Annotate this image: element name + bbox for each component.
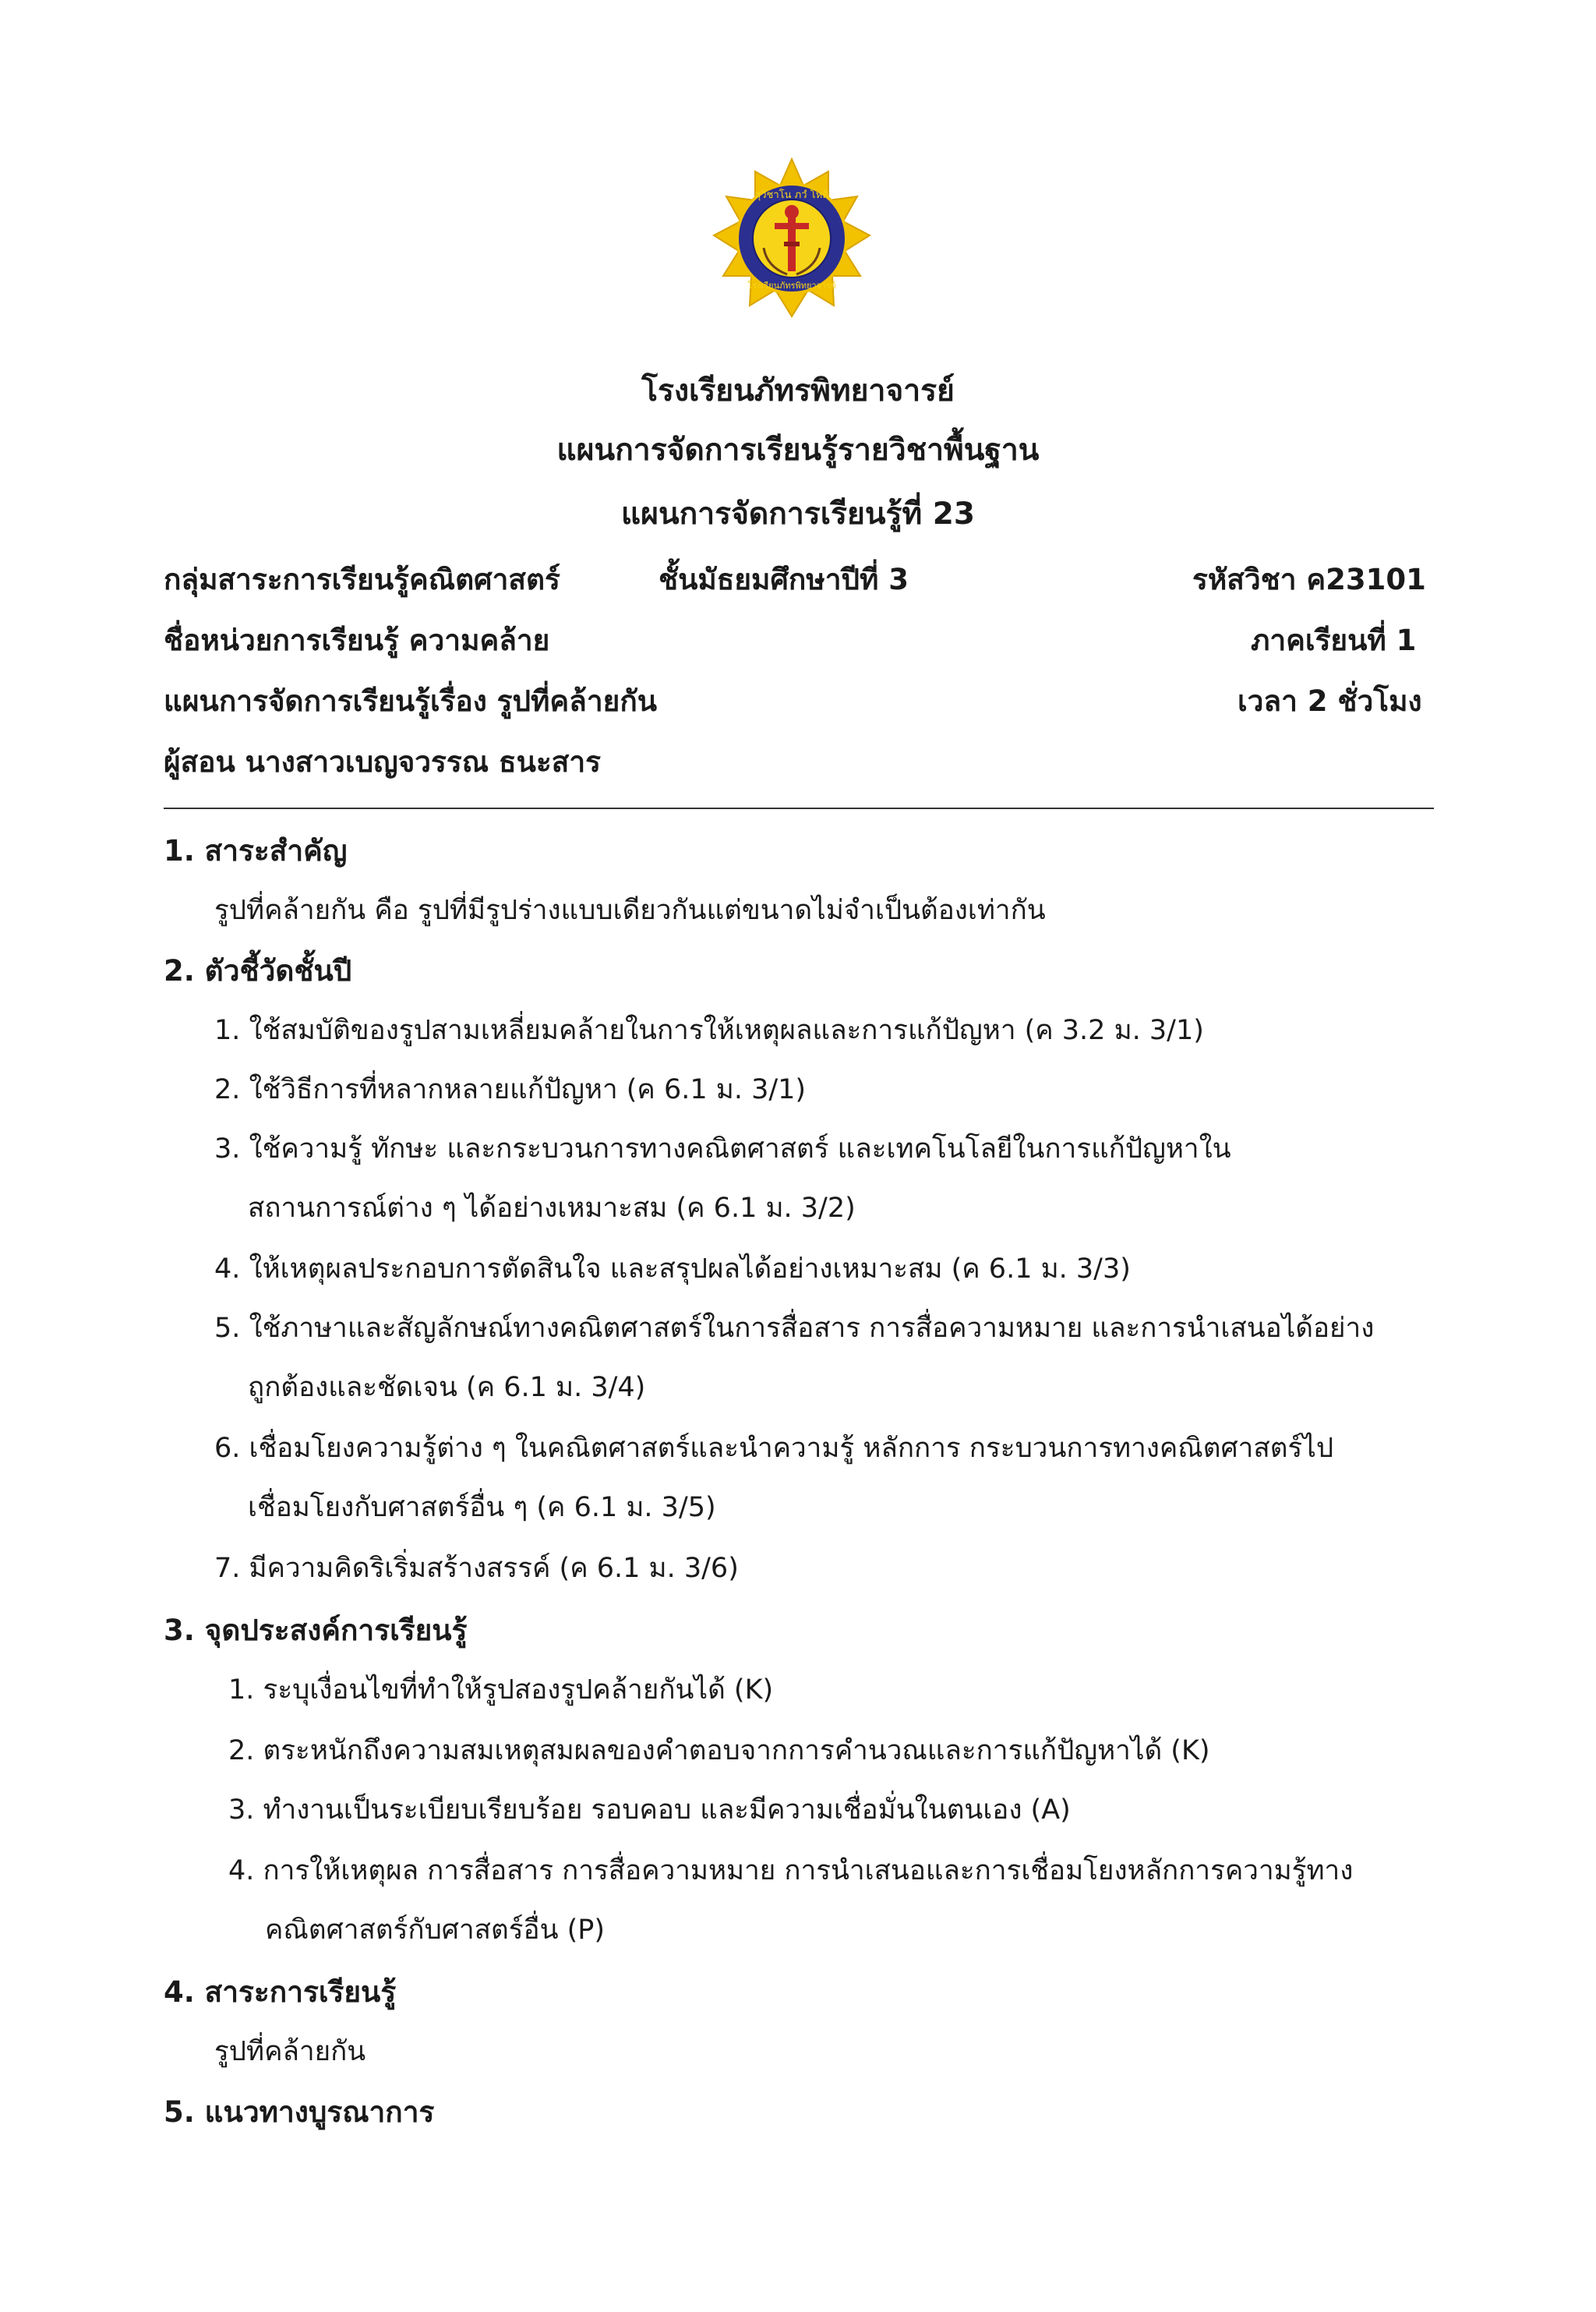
semester: ภาคเรียนที่ 1 [1251, 624, 1417, 657]
grade-level: ชั้นมัธยมศึกษาปีที่ 3 [659, 563, 909, 596]
section-4-text: รูปที่คล้ายกัน [214, 2036, 366, 2067]
section-2-heading: 2. ตัวชี้วัดชั้นปี [164, 954, 352, 988]
header-divider [164, 808, 1434, 809]
section-5-heading: 5. แนวทางบูรณาการ [164, 2095, 435, 2129]
indicator-item: 1. ใช้สมบัติของรูปสามเหลี่ยมคล้ายในการให้เหตุผลและการแก้ปัญหา (ค 3.2 ม. 3/1) [214, 1015, 1204, 1046]
indicator-item: 2. ใช้วิธีการที่หลากหลายแก้ปัญหา (ค 6.1 ม. 3/1) [214, 1074, 807, 1105]
objective-item: 4. การให้เหตุผล การสื่อสาร การสื่อความหมาย การนำเสนอและการเชื่อมโยงหลักการความรู้ทาง [228, 1855, 1354, 1886]
subject-group: กลุ่มสาระการเรียนรู้คณิตศาสตร์ [164, 563, 560, 596]
objective-item: 3. ทำงานเป็นระเบียบเรียบร้อย รอบคอบ และมีความเชื่อมั่นในตนเอง (A) [228, 1794, 1071, 1826]
logo-motto: สุวิชาโน ภวํ โหติ [754, 189, 829, 201]
objective-item: 2. ตระหนักถึงความสมเหตุสมผลของคำตอบจากการคำนวณและการแก้ปัญหาได้ (K) [228, 1735, 1210, 1766]
logo-school-name: โรงเรียนภัทรพิทยาจารย์ [747, 281, 836, 291]
section-1-text: รูปที่คล้ายกัน คือ รูปที่มีรูปร่างแบบเดียวกันแต่ขนาดไม่จำเป็นต้องเท่ากัน [214, 895, 1046, 926]
objective-item: 1. ระบุเงื่อนไขที่ทำให้รูปสองรูปคล้ายกันได้ (K) [228, 1674, 774, 1706]
duration: เวลา 2 ชั่วโมง [1238, 684, 1422, 718]
indicator-item: 5. ใช้ภาษาและสัญลักษณ์ทางคณิตศาสตร์ในการสื่อสาร การสื่อความหมาย และการนำเสนอได้อย่าง [214, 1313, 1375, 1344]
section-4-heading: 4. สาระการเรียนรู้ [164, 1975, 397, 2009]
indicator-item: 3. ใช้ความรู้ ทักษะ และกระบวนการทางคณิตศาสตร์ และเทคโนโลยีในการแก้ปัญหาใน [214, 1133, 1231, 1165]
indicator-item: 4. ให้เหตุผลประกอบการตัดสินใจ และสรุปผลได้อย่างเหมาะสม (ค 6.1 ม. 3/3) [214, 1253, 1131, 1285]
indicator-item: 6. เชื่อมโยงความรู้ต่าง ๆ ในคณิตศาสตร์และนำความรู้ หลักการ กระบวนการทางคณิตศาสตร์ไป [214, 1433, 1334, 1464]
school-name-title: โรงเรียนภัทรพิทยาจารย์ [641, 373, 955, 408]
plan-number-title: แผนการจัดการเรียนรู้ที่ 23 [620, 497, 976, 532]
indicator-item-cont: สถานการณ์ต่าง ๆ ได้อย่างเหมาะสม (ค 6.1 ม. 3/2) [248, 1193, 856, 1224]
unit-name: ชื่อหน่วยการเรียนรู้ ความคล้าย [164, 624, 550, 657]
plan-topic: แผนการจัดการเรียนรู้เรื่อง รูปที่คล้ายกัน [164, 684, 658, 718]
indicator-item: 7. มีความคิดริเริ่มสร้างสรรค์ (ค 6.1 ม. 3/6) [214, 1553, 739, 1584]
indicator-item-cont: เชื่อมโยงกับศาสตร์อื่น ๆ (ค 6.1 ม. 3/5) [248, 1492, 716, 1523]
course-code: รหัสวิชา ค23101 [1192, 563, 1426, 596]
teacher-name: ผู้สอน นางสาวเบญจวรรณ ธนะสาร [164, 745, 601, 779]
indicator-item-cont: ถูกต้องและชัดเจน (ค 6.1 ม. 3/4) [248, 1372, 646, 1403]
section-1-heading: 1. สาระสำคัญ [164, 834, 348, 868]
school-logo [709, 157, 874, 323]
plan-course-title: แผนการจัดการเรียนรู้รายวิชาพื้นฐาน [556, 433, 1040, 468]
objective-item-cont: คณิตศาสตร์กับศาสตร์อื่น (P) [265, 1914, 606, 1946]
section-3-heading: 3. จุดประสงค์การเรียนรู้ [164, 1614, 468, 1647]
